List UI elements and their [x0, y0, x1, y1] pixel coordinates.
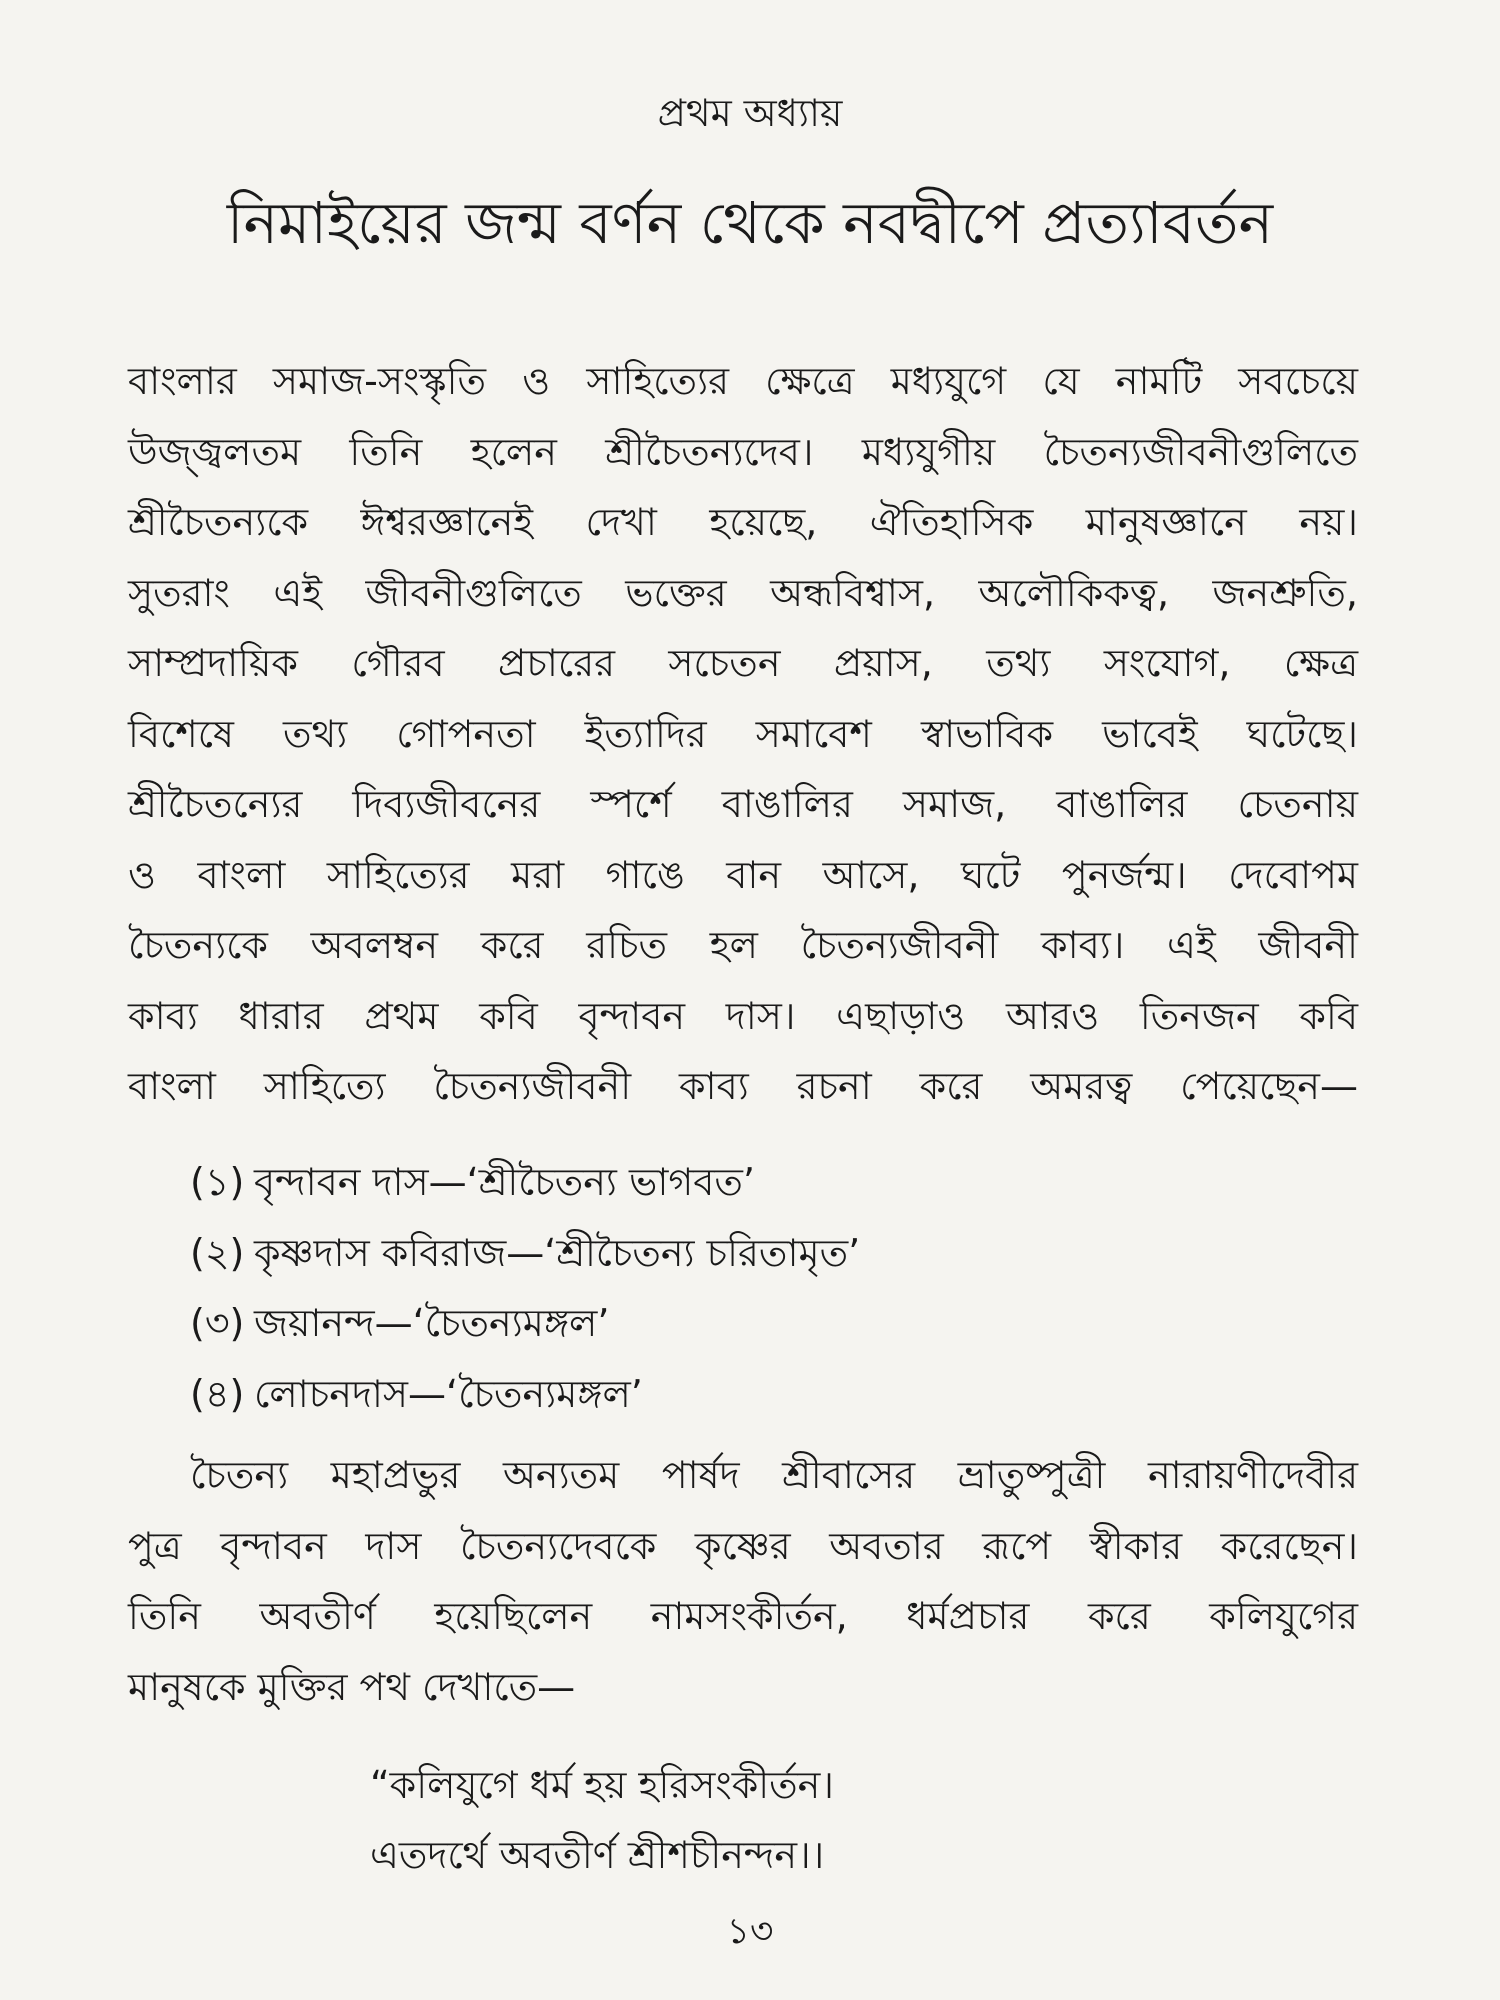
list-item	[190, 1147, 1290, 1218]
paragraph-line: পুত্র বৃন্দাবন দাস চৈতন্যদেবকে কৃষ্ণের অবতার রূপে স্বীকার করেছেন।	[128, 1523, 1358, 1568]
list-text: জয়ানন্দ—‘চৈতন্যমঙ্গল’	[254, 1301, 610, 1345]
paragraph-line: শ্রীচৈতন্যকে ঈশ্বরজ্ঞানেই দেখা হয়েছে, ঐতিহাসিক মানুষজ্ঞানে নয়।	[128, 500, 1358, 544]
paragraph-line: চৈতন্য মহাপ্রভুর অন্যতম পার্ষদ শ্রীবাসের ভ্রাতুষ্পুত্রী নারায়ণীদেবীর	[190, 1453, 1358, 1497]
poet-list	[190, 1147, 1290, 1429]
verse-line: “কলিযুগে ধর্ম হয় হরিসংকীর্তন।	[370, 1763, 834, 1807]
verse-quote	[370, 1750, 1270, 1890]
paragraph-line: বিশেষে তথ্য গোপনতা ইত্যাদির সমাবেশ স্বাভাবিক ভাবেই ঘটেছে।	[128, 711, 1358, 756]
paragraph-line: তিনি অবতীর্ণ হয়েছিলেন নামসংকীর্তন, ধর্মপ্রচার করে কলিযুগের	[128, 1594, 1358, 1638]
list-item	[190, 1218, 1290, 1289]
list-number: (২)	[190, 1230, 245, 1275]
paragraph-line: উজ্জ্বলতম তিনি হলেন শ্রীচৈতন্যদেব। মধ্যযুগীয় চৈতন্যজীবনীগুলিতে	[128, 429, 1358, 474]
paragraph-line: বাংলার সমাজ-সংস্কৃতি ও সাহিত্যের ক্ষেত্রে মধ্যযুগে যে নামটি সবচেয়ে	[128, 359, 1358, 403]
paragraph-line: সুতরাং এই জীবনীগুলিতে ভক্তের অন্ধবিশ্বাস, অলৌকিকত্ব, জনশ্রুতি,	[128, 570, 1358, 615]
verse-line: এতদর্থে অবতীর্ণ শ্রীশচীনন্দন।।	[370, 1833, 825, 1877]
paragraph-line: চৈতন্যকে অবলম্বন করে রচিত হল চৈতন্যজীবনী কাব্য। এই জীবনী	[128, 923, 1358, 967]
list-text: কৃষ্ণদাস কবিরাজ—‘শ্রীচৈতন্য চরিতামৃত’	[254, 1230, 861, 1275]
paragraph-line: শ্রীচৈতন্যের দিব্যজীবনের স্পর্শে বাঙালির সমাজ, বাঙালির চেতনায়	[128, 782, 1358, 826]
paragraph-line: মানুষকে মুক্তির পথ দেখাতে—	[128, 1664, 576, 1709]
paragraph-line: সাম্প্রদায়িক গৌরব প্রচারের সচেতন প্রয়াস, তথ্য সংযোগ, ক্ষেত্র	[128, 641, 1358, 685]
paragraph-2	[128, 1440, 1358, 1722]
paragraph-line: কাব্য ধারার প্রথম কবি বৃন্দাবন দাস। এছাড়াও আরও তিনজন কবি	[128, 993, 1358, 1038]
list-number: (৩)	[190, 1301, 245, 1345]
paragraph-1	[128, 346, 1358, 1122]
page-number: ১৩	[726, 1911, 774, 1952]
chapter-heading: প্রথম অধ্যায়	[657, 91, 843, 135]
paragraph-line: বাংলা সাহিত্যে চৈতন্যজীবনী কাব্য রচনা করে অমরত্ব পেয়েছেন—	[128, 1064, 1358, 1108]
list-text: বৃন্দাবন দাস—‘শ্রীচৈতন্য ভাগবত’	[254, 1160, 756, 1204]
list-text: লোচনদাস—‘চৈতন্যমঙ্গল’	[254, 1371, 643, 1416]
list-number: (৪)	[190, 1371, 245, 1416]
chapter-title: নিমাইয়ের জন্ম বর্ণন থেকে নবদ্বীপে প্রত্যাবর্তন	[226, 189, 1274, 257]
list-number: (১)	[190, 1160, 245, 1204]
list-item	[190, 1288, 1290, 1359]
paragraph-line: ও বাংলা সাহিত্যের মরা গাঙে বান আসে, ঘটে পুনর্জন্ম। দেবোপম	[128, 852, 1358, 897]
list-item	[190, 1359, 1290, 1430]
